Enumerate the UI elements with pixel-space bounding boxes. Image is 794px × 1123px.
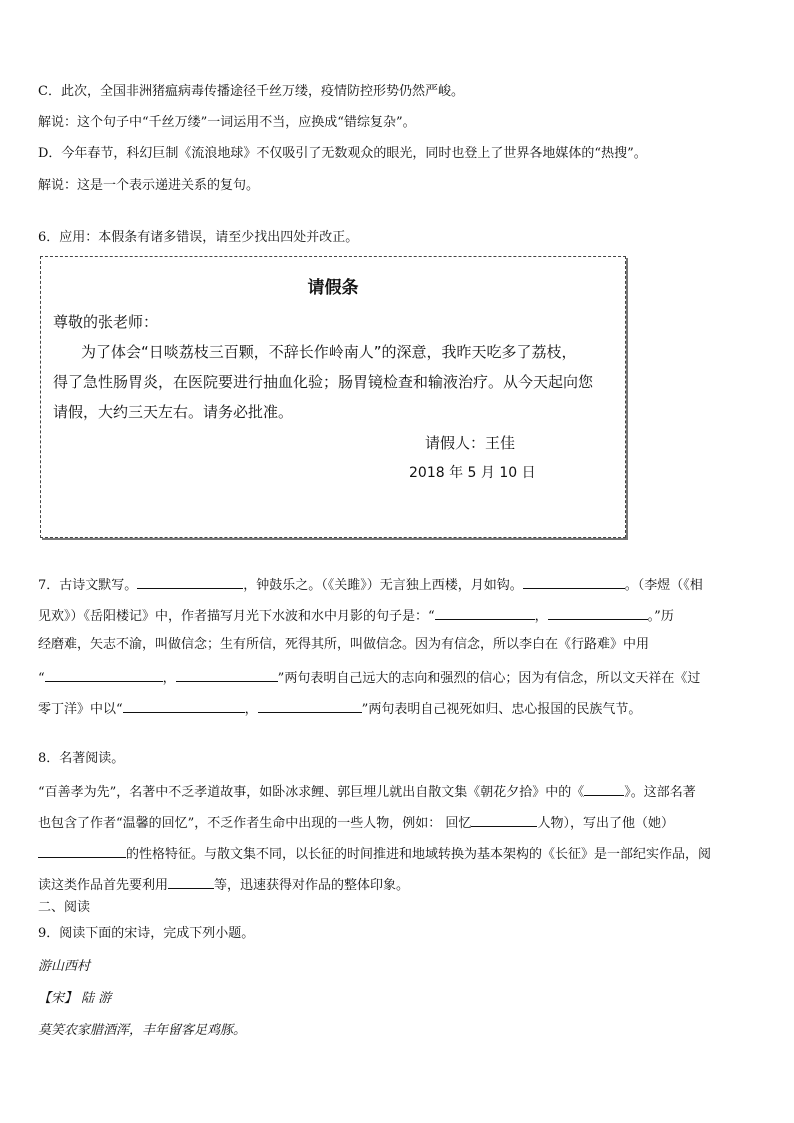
- q8-line-2: 也包含了作者“温馨的回忆”，不乏作者生命中出现的一些人物，例如： 回忆 人物），写出了他（她）: [38, 812, 674, 833]
- q7-line-4: “ ， ”两句表明自己远大的志向和强烈的信心；因为有信念，所以文天祥在《过: [38, 667, 700, 688]
- section-heading: 二、阅读: [38, 900, 91, 915]
- q8-line-3: 的性格特征。与散文集不同，以长征的时间推进和地域转换为基本架构的《长征》是一部纪实作品，阅: [38, 843, 711, 864]
- q8-blank-2[interactable]: [471, 812, 537, 827]
- leave-note-date: 2018 年 5 月 10 日: [409, 465, 536, 481]
- leave-note-body-1: 为了体会“日啖荔枝三百颗，不辞长作岭南人”的深意，我昨天吃多了荔枝，: [81, 343, 577, 361]
- q9-prompt: 9．阅读下面的宋诗，完成下列小题。: [38, 926, 255, 941]
- poem-title: 游山西村: [38, 959, 91, 974]
- poem-author: 【宋】 陆 游: [38, 991, 112, 1006]
- leave-note-body-3: 请假，大约三天左右。请务必批准。: [53, 403, 294, 421]
- q8-blank-1[interactable]: [584, 781, 624, 796]
- q7-blank-4[interactable]: [548, 605, 648, 620]
- q7-line-3: 经磨难，矢志不渝，叫做信念；生有所信，死得其所，叫做信念。因为有信念，所以李白在《行路难》中用: [38, 637, 650, 652]
- q7-title: 7．古诗文默写。: [38, 578, 138, 593]
- q7-blank-8[interactable]: [258, 698, 362, 713]
- leave-note-title: 请假条: [307, 278, 359, 298]
- q5-option-c: C．此次，全国非洲猪瘟病毒传播途径千丝万缕，疫情防控形势仍然严峻。: [38, 84, 464, 99]
- q8-line-1: “百善孝为先”，名著中不乏孝道故事，如卧冰求鲤、郭巨埋儿就出自散文集《朝花夕拾》中的《 》。这部名著: [38, 781, 696, 802]
- q8-title: 8．名著阅读。: [38, 751, 125, 766]
- leave-note-body-2: 得了急性肠胃炎，在医院要进行抽血化验；肠胃镜检查和输液治疗。从今天起向您: [53, 373, 594, 391]
- leave-note-salutation: 尊敬的张老师：: [53, 313, 159, 331]
- q5-option-d-explanation: 解说：这是一个表示递进关系的复句。: [38, 178, 260, 193]
- poem-line-1: 莫笑农家腊酒浑，丰年留客足鸡豚。: [38, 1023, 247, 1038]
- q7-blank-6[interactable]: [176, 667, 278, 682]
- q7-blank-7[interactable]: [123, 698, 245, 713]
- q7-line-2: 见欢》）《岳阳楼记》中，作者描写月光下水波和水中月影的句子是：“ ， 。”历: [38, 605, 674, 626]
- q7-line-5: 零丁洋》中以“ ， ”两句表明自己视死如归、忠心报国的民族气节。: [38, 698, 641, 719]
- q7-line-1: 7．古诗文默写。 ，钟鼓乐之。（《关雎》）无言独上西楼，月如钩。 。（李煜（《相: [38, 574, 703, 595]
- q7-blank-1[interactable]: [137, 574, 243, 589]
- q5-option-c-explanation: 解说：这个句子中“千丝万缕”一词运用不当，应换成“错综复杂”。: [38, 115, 416, 130]
- q7-blank-2[interactable]: [523, 574, 625, 589]
- leave-note-box: [40, 256, 626, 538]
- q8-blank-4[interactable]: [168, 874, 214, 889]
- q8-blank-3[interactable]: [38, 843, 126, 858]
- q7-blank-5[interactable]: [45, 667, 163, 682]
- q8-line-4: 读这类作品首先要利用 等，迅速获得对作品的整体印象。: [38, 874, 409, 895]
- q6-prompt: 6．应用：本假条有诸多错误，请至少找出四处并改正。: [38, 230, 359, 245]
- q5-option-d: D．今年春节，科幻巨制《流浪地球》不仅吸引了无数观众的眼光，同时也登上了世界各地媒体的“热搜”。: [38, 146, 647, 161]
- leave-note-signer: 请假人：王佳: [425, 434, 516, 452]
- q7-blank-3[interactable]: [435, 605, 535, 620]
